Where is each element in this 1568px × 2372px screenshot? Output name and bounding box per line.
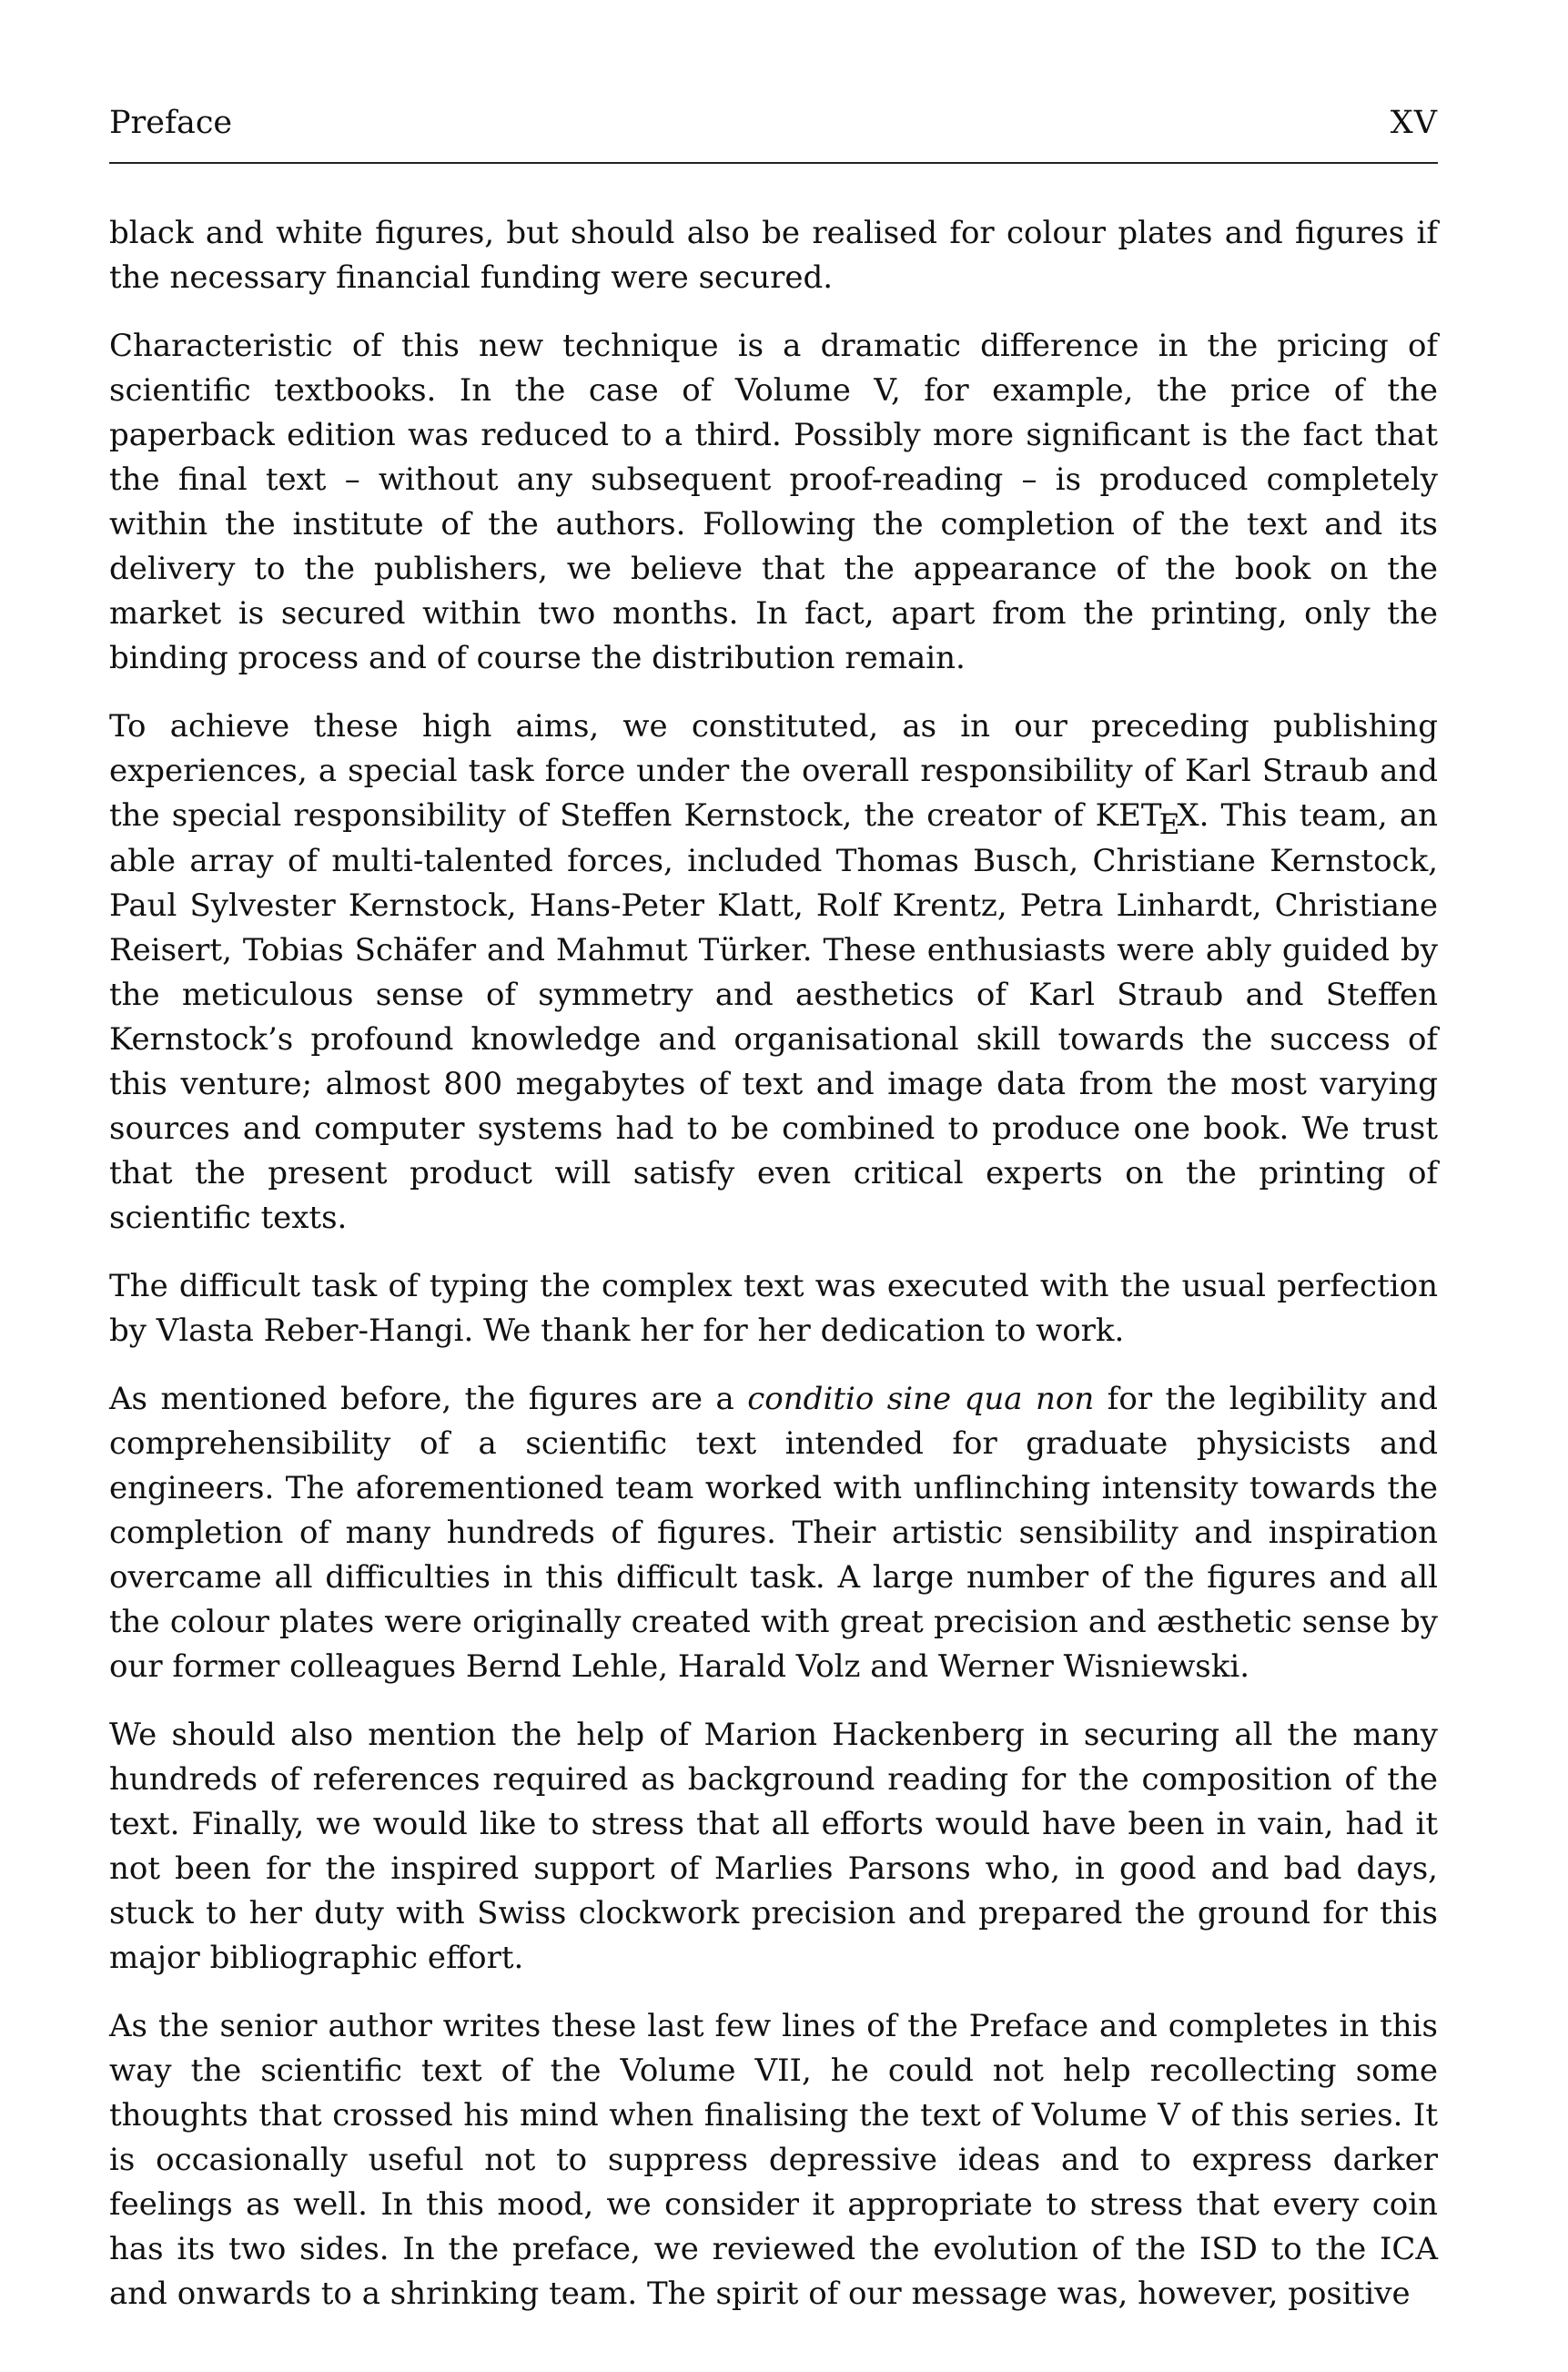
ketex-logo-lowered-e: E	[1158, 808, 1180, 841]
paragraph-5-text-start: As mentioned before, the figures are a	[109, 1381, 748, 1417]
paragraph-5-text-end: for the legibility and comprehensibility of a scientific text intended for graduate physicists and engineers. The aforementioned team worked with unflinching intensity towards the completion of many hundreds of figures. Their artistic sensibility and inspiration overcame all difficulties in this difficult task. A large number of the figures and all the colour plates were originally created with great precision and æsthetic sense by our former colleagues Bernd Lehle, Harald Volz and Werner Wisniewski.	[109, 1381, 1439, 1685]
ketex-logo	[1095, 797, 1199, 841]
page-number: XV	[1390, 105, 1438, 141]
ketex-logo-start: KET	[1095, 797, 1162, 834]
paragraph-3	[109, 705, 1438, 1241]
paragraph-6: We should also mention the help of Marion Hackenberg in securing all the many hundreds of references required as background reading for the composition of the text. Finally, we would like to stress that all efforts would have been in vain, had it not been for the inspired support of Marlies Parsons who, in good and bad days, stuck to her duty with Swiss clockwork precision and prepared the ground for this major bibliographic effort.	[109, 1717, 1438, 1976]
ketex-logo-end: X	[1177, 797, 1199, 834]
paragraph-3-text-end: . This team, an able array of multi-talented forces, included Thomas Busch, Christiane Kernstock, Paul Sylvester Kernstock, Hans-Peter Klatt, Rolf Krentz, Petra Linhardt, Christiane Reisert, Tobias Schäfer and Mahmut Türker. These enthusiasts were ably guided by the meticulous sense of symmetry and aesthetics of Karl Straub and Steffen Kernstock’s profound knowledge and organisational skill towards the success of this venture; almost 800 megabytes of text and image data from the most varying sources and computer systems had to be combined to produce one book. We trust that the present product will satisfy even critical experts on the printing of scientific texts.	[109, 797, 1438, 1236]
paragraph-4: The difficult task of typing the complex text was executed with the usual perfection by Vlasta Reber-Hangi. We thank her for her dedication to work.	[109, 1268, 1438, 1349]
book-page	[109, 91, 1438, 2321]
running-head	[109, 91, 1438, 155]
paragraph-3-text-start: To achieve these high aims, we constituted, as in our preceding publishing experiences, a special task force under the overall responsibility of Karl Straub and the special responsibility of Steffen Kernstock, the creator of	[109, 708, 1438, 834]
header-rule	[109, 162, 1438, 164]
running-head-title: Preface	[109, 105, 233, 141]
paragraph-2: Characteristic of this new technique is a dramatic difference in the pricing of scientific textbooks. In the case of Volume V, for example, the price of the paperback edition was reduced to a third. Possibly more significant is the fact that the final text – without any subsequent proof-reading – is produced completely within the institute of the authors. Following the completion of the text and its delivery to the publishers, we believe that the appearance of the book on the market is secured within two months. In fact, apart from the printing, only the binding process and of course the distribution remain.	[109, 328, 1438, 676]
paragraph-1: black and white figures, but should also be realised for colour plates and figures if the necessary financial funding were secured.	[109, 215, 1438, 296]
latin-phrase: conditio sine qua non	[747, 1381, 1095, 1417]
paragraph-5	[109, 1377, 1438, 1689]
paragraph-7: As the senior author writes these last few lines of the Preface and completes in this way the scientific text of the Volume VII, he could not help recollecting some thoughts that crossed his mind when finalising the text of Volume V of this series. It is occasionally useful not to suppress depressive ideas and to express darker feelings as well. In this mood, we consider it appropriate to stress that every coin has its two sides. In the preface, we reviewed the evolution of the ISD to the ICA and onwards to a shrinking team. The spirit of our message was, however, positive	[109, 2008, 1438, 2312]
body-text	[109, 211, 1438, 2316]
